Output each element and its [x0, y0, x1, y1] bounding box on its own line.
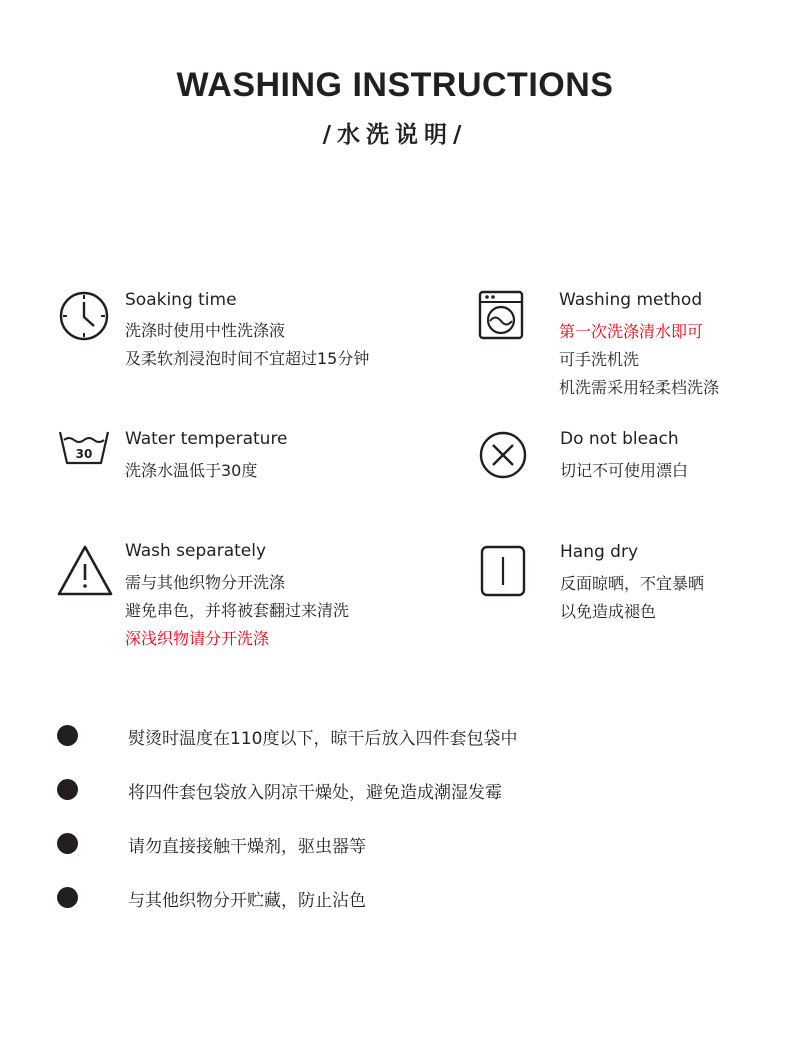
note-text: 请勿直接接触干燥剂，驱虫器等 — [128, 837, 366, 857]
item-line: 避免串色，并将被套翻过来清洗 — [125, 601, 350, 620]
item-title-do-not-bleach: Do not bleach — [560, 429, 679, 449]
item-line: 机洗需采用轻柔档洗涤 — [559, 378, 720, 397]
do-not-bleach-icon — [478, 430, 528, 480]
note-item — [0, 829, 790, 859]
page-subtitle: /水洗说明/ — [322, 122, 468, 148]
item-text-water-temperature — [125, 457, 257, 485]
note-text: 将四件套包袋放入阴凉干燥处，避免造成潮湿发霉 — [128, 783, 502, 803]
warning-icon — [56, 544, 114, 598]
item-text-hang-dry — [560, 570, 704, 626]
item-title-water-temperature: Water temperature — [125, 429, 288, 449]
item-line: 以免造成褪色 — [560, 602, 657, 621]
page-title: WASHING INSTRUCTIONS — [176, 66, 614, 104]
item-line: 洗涤时使用中性洗涤液 — [125, 321, 286, 340]
bullet-icon — [57, 779, 78, 800]
item-text-washing-method — [559, 318, 719, 402]
item-line: 洗涤水温低于30度 — [125, 461, 258, 480]
item-line: 反面晾晒，不宜暴晒 — [560, 574, 705, 593]
item-text-wash-separately — [125, 569, 349, 653]
wash-temp-label: 30 — [75, 447, 93, 461]
bullet-icon — [57, 833, 78, 854]
item-line: 需与其他织物分开洗涤 — [125, 573, 286, 592]
item-line: 切记不可使用漂白 — [560, 461, 689, 480]
note-text: 与其他织物分开贮藏，防止沾色 — [128, 891, 366, 911]
wash-30-icon — [58, 430, 110, 466]
item-title-wash-separately: Wash separately — [125, 541, 267, 561]
item-line-highlight: 第一次洗涤清水即可 — [559, 322, 704, 341]
note-item — [0, 775, 790, 805]
item-line: 可手洗机洗 — [559, 350, 640, 369]
bullet-icon — [57, 725, 78, 746]
item-title-soaking-time: Soaking time — [125, 290, 237, 310]
item-title-hang-dry: Hang dry — [560, 542, 639, 562]
note-text: 熨烫时温度在110度以下，晾干后放入四件套包袋中 — [128, 729, 518, 749]
item-line-highlight: 深浅织物请分开洗涤 — [125, 629, 270, 648]
clock-icon — [58, 290, 110, 342]
item-line: 及柔软剂浸泡时间不宜超过15分钟 — [125, 349, 370, 368]
note-item — [0, 883, 790, 913]
bullet-icon — [57, 887, 78, 908]
washing-machine-icon — [478, 290, 526, 342]
item-text-soaking-time — [125, 317, 369, 373]
hang-dry-icon — [480, 545, 526, 597]
item-title-washing-method: Washing method — [559, 290, 703, 310]
note-item — [0, 721, 790, 751]
item-text-do-not-bleach — [560, 457, 688, 485]
